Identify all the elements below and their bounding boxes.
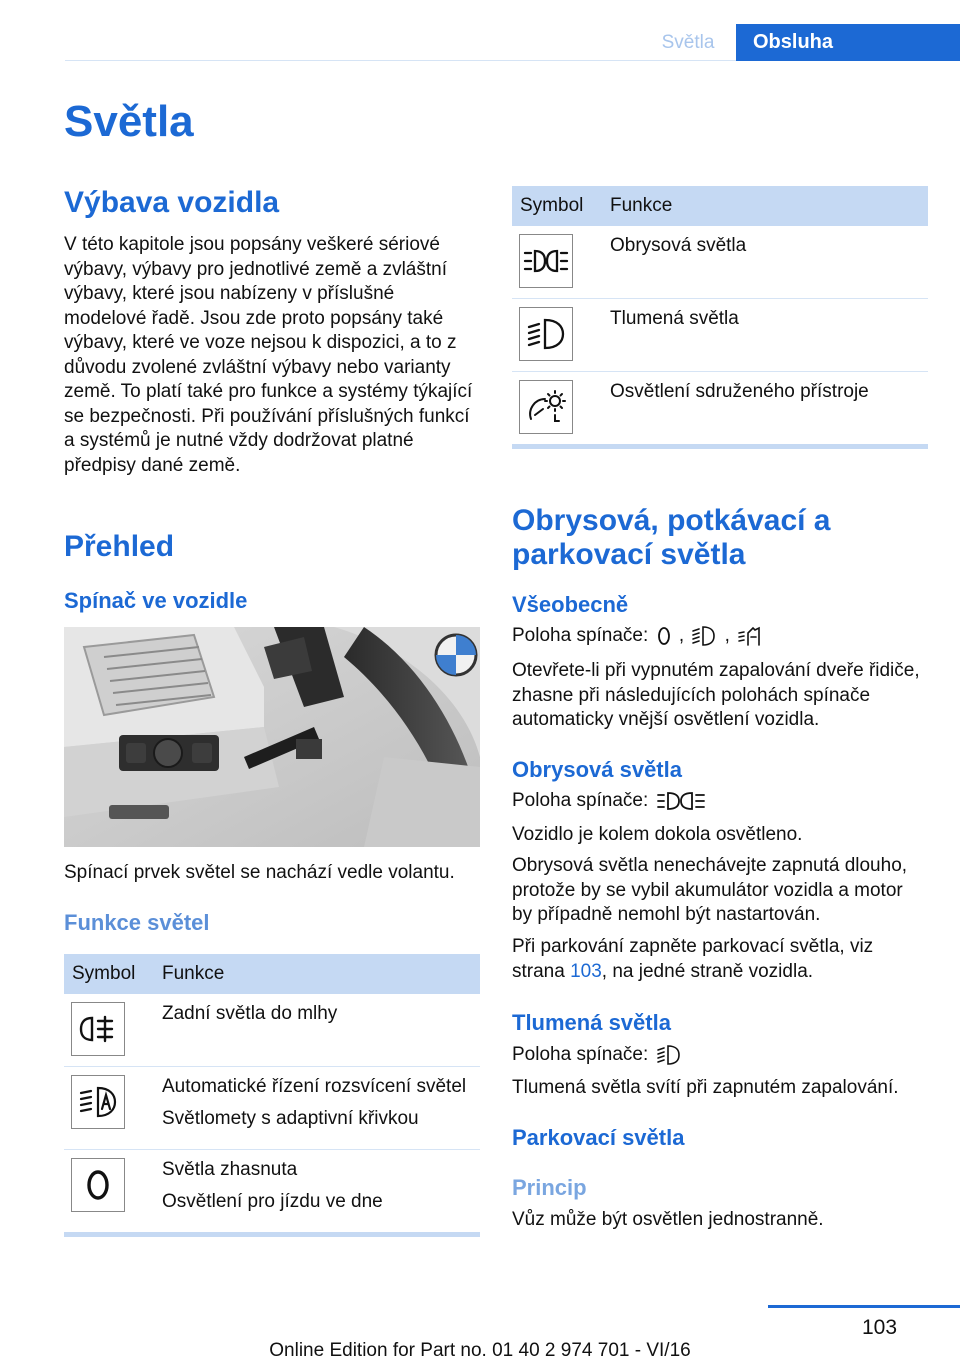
function-text: Světla zhasnuta (162, 1159, 298, 1180)
rear-fog-light-icon (71, 1002, 125, 1056)
general-text: Otevřete-li při vypnutém zapalování dveře řidiče, zhasne při následujících polohách spínače automaticky vnější osvětlení vozidla. (512, 660, 920, 730)
switch-prefix: Poloha spínače: (512, 1044, 649, 1065)
low-beam-icon (656, 1044, 682, 1066)
lowbeam-text: Tlumená světla svítí při zapnutém zapalování. (512, 1077, 899, 1098)
table-row (64, 1067, 480, 1150)
light-functions-table-left (64, 954, 480, 1237)
light-switch-photo (64, 627, 480, 847)
separator: , (678, 625, 685, 646)
footer-edition: Online Edition for Part no. 01 40 2 974 701 - VI/16 (269, 1340, 691, 1361)
table-row (512, 226, 928, 299)
low-beam-icon (519, 307, 573, 361)
equipment-heading: Výbava vozidla (64, 186, 280, 219)
function-text: Osvětlení pro jízdu ve dne (162, 1191, 383, 1212)
table-row (64, 994, 480, 1067)
instrument-lighting-icon (519, 380, 573, 434)
principle-heading: Princip (512, 1175, 587, 1200)
overview-heading: Přehled (64, 530, 175, 563)
function-text: Osvětlení sdruženého přístroje (610, 381, 869, 402)
parking-p1: Vozidlo je kolem dokola osvětleno. (512, 824, 803, 845)
auto-headlight-icon (71, 1075, 125, 1129)
switch-prefix: Poloha spínače: (512, 790, 649, 811)
col-symbol: Symbol (64, 954, 154, 994)
parking-switch-position (512, 789, 928, 814)
parking-lights-heading: Obrysová světla (512, 757, 682, 782)
lights-off-icon (71, 1158, 125, 1212)
side-parking-light-icon (737, 625, 763, 647)
general-heading: Všeobecně (512, 592, 629, 617)
table-end-rule (512, 444, 928, 449)
general-switch-positions (512, 624, 928, 649)
table-end-rule (64, 1232, 480, 1237)
page-number: 103 (862, 1316, 898, 1339)
photo-caption: Spínací prvek světel se nachází vedle volantu. (64, 862, 455, 883)
switch-prefix: Poloha spínače: (512, 625, 649, 646)
function-text: Tlumená světla (610, 308, 739, 329)
table-row (512, 299, 928, 372)
parking-lights-icon (519, 234, 573, 288)
col-function: Funkce (602, 186, 928, 226)
switch-heading: Spínač ve vozidle (64, 588, 248, 613)
side-parking-heading: Parkovací světla (512, 1125, 685, 1150)
header-section: Světla (661, 32, 715, 53)
low-beam-heading: Tlumená světla (512, 1010, 671, 1035)
col-function: Funkce (154, 954, 480, 994)
lights-section-heading: Obrysová, potkávací a parkovací světla (512, 504, 831, 571)
header-chapter: Obsluha (736, 24, 960, 61)
function-text: Obrysová světla (610, 235, 747, 256)
low-beam-icon (691, 625, 717, 647)
lowbeam-switch-position (512, 1043, 928, 1068)
function-text: Automatické řízení rozsvícení světel (162, 1076, 467, 1097)
parking-p3 (512, 935, 928, 984)
parking-p3-text: Při parkování zapněte parkovací světla, viz strana (512, 936, 874, 982)
table-row (512, 372, 928, 445)
page-number-rule (768, 1305, 960, 1308)
table-row (64, 1150, 480, 1233)
light-functions-table-right (512, 186, 928, 449)
function-text: Zadní světla do mlhy (162, 1003, 338, 1024)
function-text: Světlomety s adaptivní křivkou (162, 1108, 419, 1129)
parking-lights-icon (656, 790, 706, 812)
col-symbol: Symbol (512, 186, 602, 226)
principle-text: Vůz může být osvětlen jednostranně. (512, 1209, 824, 1230)
lights-off-icon (656, 625, 672, 647)
dashboard-illustration (64, 627, 480, 847)
separator: , (724, 625, 730, 646)
page-reference-link[interactable]: 103 (570, 960, 602, 982)
parking-p2: Obrysová světla nenechávejte zapnutá dlouho, protože by se vybil akumulátor vozidla a motor by případně nemohl být nastartován. (512, 855, 908, 925)
equipment-text: V této kapitole jsou popsány veškeré sériové výbavy, výbavy pro jednotlivé země a zvláštní výbavy, které jsou nabízeny v příslušné modelové řadě. Jsou zde proto popsány také výbavy, které ve voze nejsou k dispozici, a to z důvodu zvolené zvláštní výbavy nebo varianty země. To platí také pro funkce a systémy týkající se bezpečnosti. Při používání příslušných funkcí a systémů je nutné vždy dodržovat platné předpisy dané země. (64, 234, 473, 476)
header-rule (65, 60, 736, 61)
parking-p3-text-end: , na jedné straně vozidla. (601, 960, 814, 982)
page-title: Světla (64, 97, 194, 146)
functions-heading: Funkce světel (64, 910, 210, 935)
